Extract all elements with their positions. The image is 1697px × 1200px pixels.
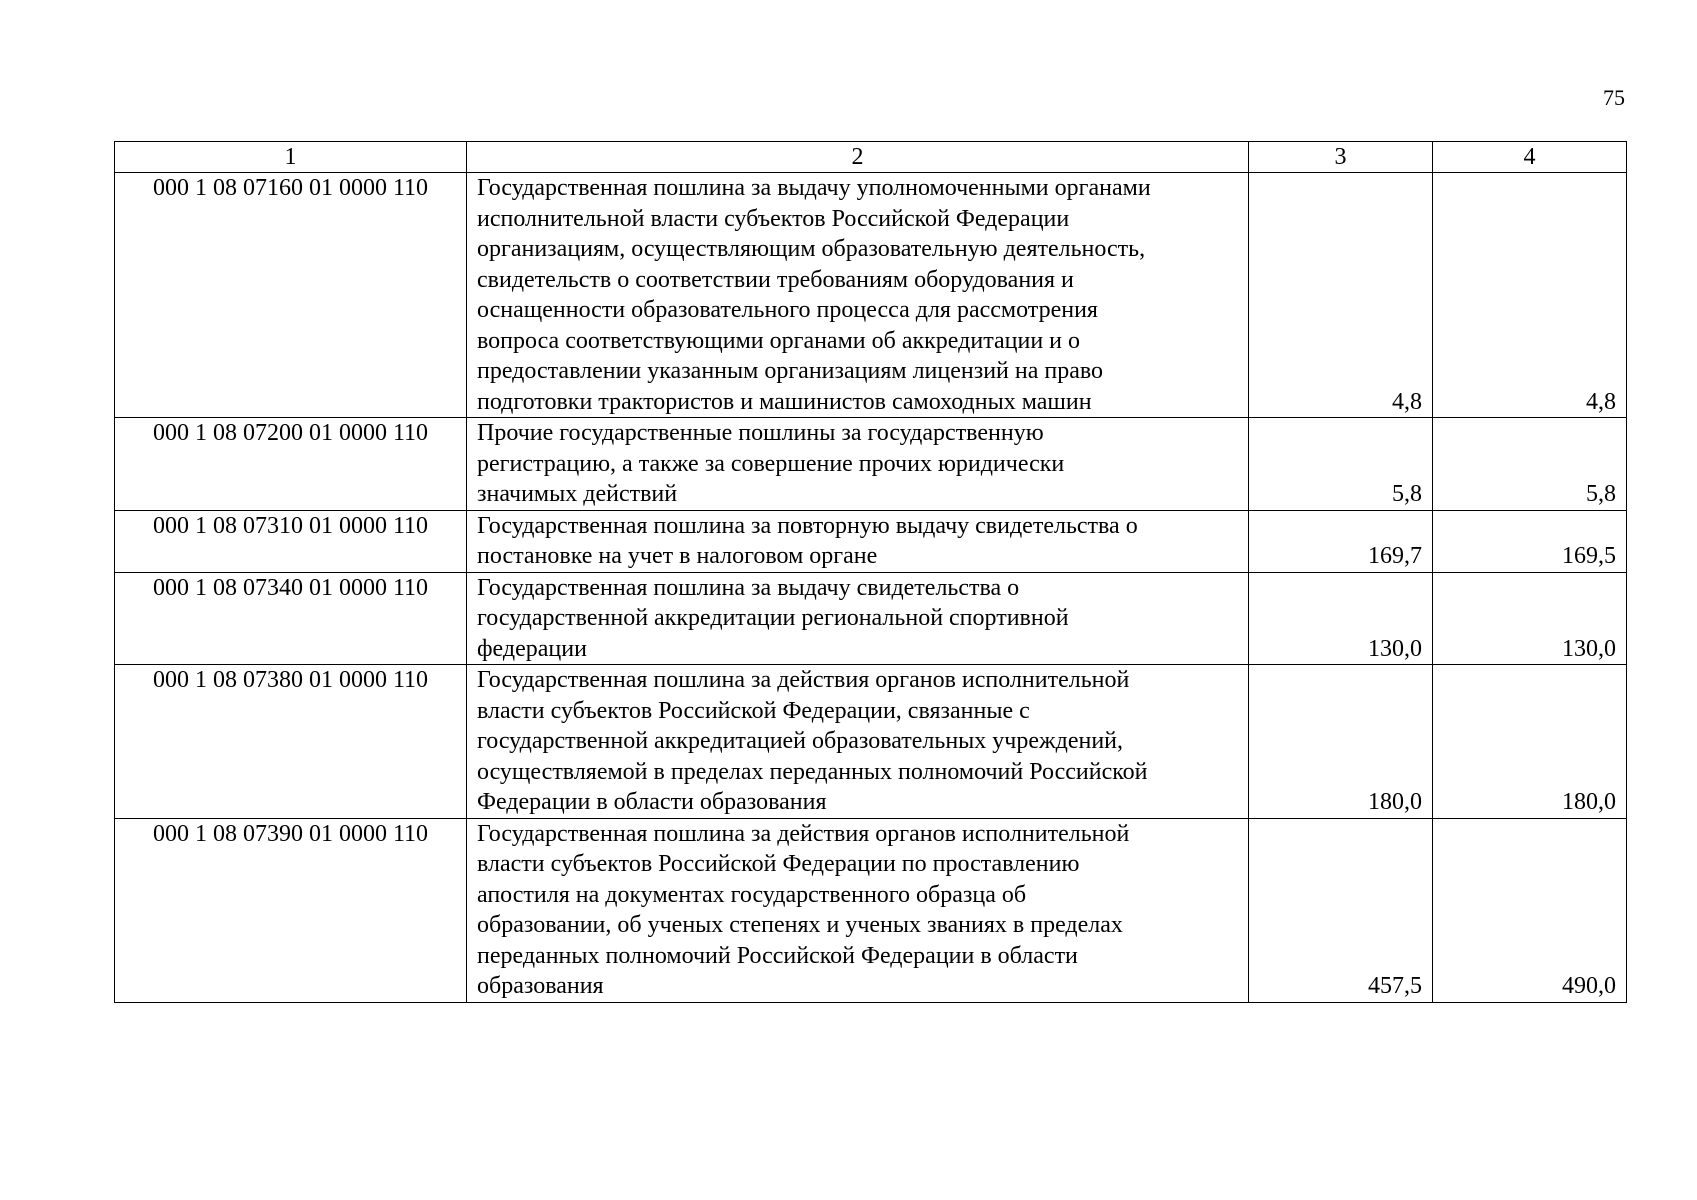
amount-col4-cell: 130,0: [1433, 572, 1627, 665]
table-row: [115, 510, 1627, 572]
revenue-name-cell: [467, 418, 1249, 511]
column-header-2: 2: [467, 142, 1249, 173]
budget-code-cell: 000 1 08 07390 01 0000 110: [115, 818, 467, 1002]
table-body: [115, 173, 1627, 1003]
table-row: [115, 572, 1627, 665]
revenue-name-line: Государственная пошлина за действия органов исполнительной: [477, 820, 1130, 847]
revenue-name-line: федерации: [477, 635, 587, 662]
revenue-name-line: переданных полномочий Российской Федерации в области: [477, 942, 1078, 969]
amount-col3-cell: 4,8: [1249, 173, 1433, 418]
revenue-name-line: Федерации в области образования: [477, 789, 827, 815]
amount-col3-cell: 5,8: [1249, 418, 1433, 511]
amount-col3-cell: 130,0: [1249, 572, 1433, 665]
amount-col4-cell: 4,8: [1433, 173, 1627, 418]
revenue-name-line: предоставлении указанным организациям лицензий на право: [477, 358, 1104, 384]
table-row: [115, 418, 1627, 511]
revenue-name-cell: [467, 572, 1249, 665]
revenue-name-line: оснащенности образовательного процесса для рассмотрения: [477, 297, 1098, 323]
revenue-name-line: свидетельств о соответствии требованиям оборудования и: [477, 266, 1074, 293]
table-header-row: [115, 142, 1627, 173]
revenue-name-line: Государственная пошлина за выдачу свидетельства о: [477, 574, 1020, 601]
revenue-name-line: Государственная пошлина за действия органов исполнительной: [477, 667, 1130, 693]
budget-code-cell: 000 1 08 07340 01 0000 110: [115, 572, 467, 665]
revenue-name-line: осуществляемой в пределах переданных полномочий Российской: [477, 758, 1148, 785]
amount-col3-cell: 180,0: [1249, 665, 1433, 819]
revenue-name-line: подготовки трактористов и машинистов самоходных машин: [477, 388, 1092, 415]
budget-code-cell: 000 1 08 07380 01 0000 110: [115, 665, 467, 819]
revenue-name-line: апостиля на документах государственного образца об: [477, 881, 1027, 908]
amount-col4-cell: 180,0: [1433, 665, 1627, 819]
budget-code-cell: 000 1 08 07160 01 0000 110: [115, 173, 467, 418]
revenue-name-line: значимых действий: [477, 481, 678, 507]
table-row: [115, 665, 1627, 819]
amount-col3-cell: 457,5: [1249, 818, 1433, 1002]
revenue-name-line: власти субъектов Российской Федерации, связанные с: [477, 697, 1030, 724]
budget-revenue-table: [114, 141, 1627, 1003]
revenue-name-cell: [467, 510, 1249, 572]
revenue-name-cell: [467, 818, 1249, 1002]
budget-code-cell: 000 1 08 07310 01 0000 110: [115, 510, 467, 572]
revenue-name-line: организациям, осуществляющим образовательную деятельность,: [477, 236, 1146, 262]
column-header-4: 4: [1433, 142, 1627, 173]
table-row: [115, 818, 1627, 1002]
revenue-name-line: регистрацию, а также за совершение прочих юридически: [477, 450, 1065, 477]
budget-code-cell: 000 1 08 07200 01 0000 110: [115, 418, 467, 511]
revenue-name-line: власти субъектов Российской Федерации по проставлению: [477, 851, 1080, 877]
revenue-name-cell: [467, 665, 1249, 819]
revenue-name-line: государственной аккредитации региональной спортивной: [477, 605, 1069, 631]
amount-col4-cell: 5,8: [1433, 418, 1627, 511]
revenue-name-line: исполнительной власти субъектов Российской Федерации: [477, 205, 1070, 232]
revenue-name-line: постановке на учет в налоговом органе: [477, 543, 878, 569]
revenue-name-line: Государственная пошлина за повторную выдачу свидетельства о: [477, 512, 1138, 539]
table-row: [115, 173, 1627, 418]
revenue-name-line: образования: [477, 973, 604, 999]
column-header-1: 1: [115, 142, 467, 173]
column-header-3: 3: [1249, 142, 1433, 173]
revenue-name-line: Государственная пошлина за выдачу уполномоченными органами: [477, 175, 1151, 201]
page-number: 75: [1603, 85, 1625, 110]
revenue-name-line: государственной аккредитацией образовательных учреждений,: [477, 728, 1124, 754]
amount-col4-cell: 490,0: [1433, 818, 1627, 1002]
amount-col3-cell: 169,7: [1249, 510, 1433, 572]
revenue-name-cell: [467, 173, 1249, 418]
revenue-name-line: вопроса соответствующими органами об аккредитации и о: [477, 327, 1080, 354]
revenue-name-line: образовании, об ученых степенях и ученых званиях в пределах: [477, 912, 1123, 938]
revenue-name-line: Прочие государственные пошлины за государственную: [477, 420, 1044, 446]
amount-col4-cell: 169,5: [1433, 510, 1627, 572]
